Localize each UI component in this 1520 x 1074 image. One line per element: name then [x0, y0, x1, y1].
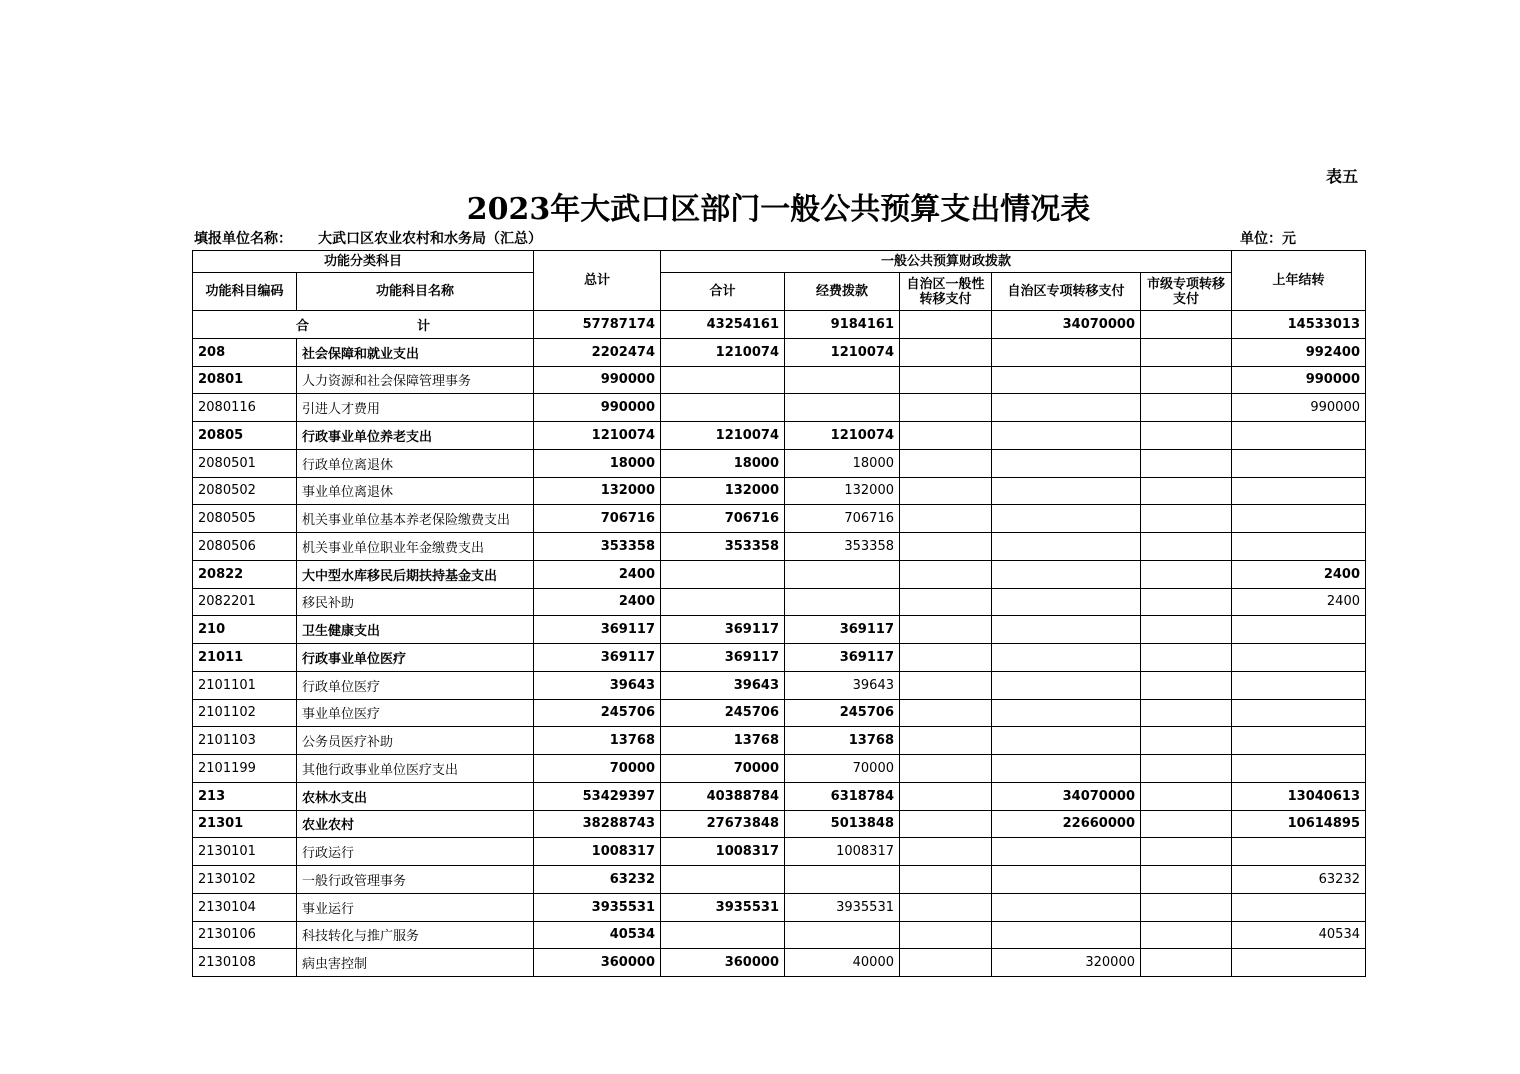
row-total: 3935531	[534, 893, 661, 921]
row-subtotal: 3935531	[661, 893, 785, 921]
row-region-general	[900, 616, 992, 644]
row-region-general	[900, 810, 992, 838]
table-row	[193, 921, 1366, 949]
unit-label: 填报单位名称：	[194, 231, 292, 247]
row-region-special	[992, 644, 1141, 672]
table-row	[193, 866, 1366, 894]
row-code: 2130102	[193, 866, 297, 894]
row-code: 2101102	[193, 699, 297, 727]
table-row	[193, 949, 1366, 977]
total-label-part1: 合	[295, 318, 309, 334]
row-region-general	[900, 893, 992, 921]
row-region-general	[900, 838, 992, 866]
row-code: 2080502	[193, 477, 297, 505]
row-code: 2101199	[193, 755, 297, 783]
total-row-region-general	[900, 311, 992, 339]
row-region-general	[900, 671, 992, 699]
total-label-part2: 计	[417, 318, 431, 334]
table-row	[193, 366, 1366, 394]
row-name: 病虫害控制	[297, 949, 534, 977]
row-funding: 5013848	[785, 810, 900, 838]
table-row	[193, 505, 1366, 533]
row-name: 行政事业单位养老支出	[297, 422, 534, 450]
header-subtotal: 合计	[661, 273, 785, 311]
total-row-city-special	[1141, 311, 1232, 339]
row-region-general	[900, 588, 992, 616]
row-name: 卫生健康支出	[297, 616, 534, 644]
header-total: 总计	[534, 251, 661, 311]
row-region-special	[992, 893, 1141, 921]
table-row	[193, 810, 1366, 838]
row-region-special	[992, 866, 1141, 894]
row-funding	[785, 588, 900, 616]
row-code: 20805	[193, 422, 297, 450]
row-city-special	[1141, 866, 1232, 894]
row-code: 20822	[193, 560, 297, 588]
row-city-special	[1141, 560, 1232, 588]
row-total: 13768	[534, 727, 661, 755]
row-region-special	[992, 755, 1141, 783]
row-region-general	[900, 338, 992, 366]
table-row	[193, 616, 1366, 644]
row-name: 行政事业单位医疗	[297, 644, 534, 672]
row-last-year	[1232, 449, 1366, 477]
row-name: 机关事业单位职业年金缴费支出	[297, 533, 534, 561]
row-region-special	[992, 338, 1141, 366]
table-row	[193, 727, 1366, 755]
row-funding: 6318784	[785, 782, 900, 810]
row-region-special	[992, 505, 1141, 533]
row-last-year	[1232, 699, 1366, 727]
row-subtotal	[661, 921, 785, 949]
row-city-special	[1141, 588, 1232, 616]
total-row-subtotal: 43254161	[661, 311, 785, 339]
row-region-special: 22660000	[992, 810, 1141, 838]
row-funding: 1008317	[785, 838, 900, 866]
row-subtotal: 360000	[661, 949, 785, 977]
row-total: 53429397	[534, 782, 661, 810]
row-total: 38288743	[534, 810, 661, 838]
row-code: 2130108	[193, 949, 297, 977]
row-last-year: 990000	[1232, 366, 1366, 394]
row-region-special	[992, 838, 1141, 866]
row-total: 369117	[534, 644, 661, 672]
row-code: 2080506	[193, 533, 297, 561]
row-subtotal: 353358	[661, 533, 785, 561]
row-region-special	[992, 560, 1141, 588]
row-region-special	[992, 921, 1141, 949]
row-city-special	[1141, 394, 1232, 422]
row-city-special	[1141, 838, 1232, 866]
row-subtotal: 1210074	[661, 422, 785, 450]
meta-row	[194, 228, 1364, 248]
row-city-special	[1141, 755, 1232, 783]
row-total: 360000	[534, 949, 661, 977]
row-region-general	[900, 921, 992, 949]
row-funding	[785, 560, 900, 588]
row-region-special	[992, 449, 1141, 477]
row-city-special	[1141, 449, 1232, 477]
row-city-special	[1141, 893, 1232, 921]
header-name: 功能科目名称	[297, 273, 534, 311]
row-code: 21301	[193, 810, 297, 838]
row-total: 70000	[534, 755, 661, 783]
row-last-year: 992400	[1232, 338, 1366, 366]
row-funding: 353358	[785, 533, 900, 561]
row-total: 2400	[534, 560, 661, 588]
total-row-funding: 9184161	[785, 311, 900, 339]
row-last-year: 2400	[1232, 588, 1366, 616]
row-funding: 369117	[785, 644, 900, 672]
row-last-year	[1232, 616, 1366, 644]
row-funding: 1210074	[785, 338, 900, 366]
row-name: 事业运行	[297, 893, 534, 921]
row-region-special: 34070000	[992, 782, 1141, 810]
row-region-general	[900, 699, 992, 727]
row-subtotal: 1210074	[661, 338, 785, 366]
row-subtotal: 13768	[661, 727, 785, 755]
row-region-general	[900, 449, 992, 477]
row-code: 208	[193, 338, 297, 366]
total-row-region-special: 34070000	[992, 311, 1141, 339]
row-code: 21011	[193, 644, 297, 672]
row-region-general	[900, 533, 992, 561]
row-city-special	[1141, 533, 1232, 561]
row-total: 706716	[534, 505, 661, 533]
row-last-year: 2400	[1232, 560, 1366, 588]
row-code: 213	[193, 782, 297, 810]
row-total: 18000	[534, 449, 661, 477]
row-region-general	[900, 394, 992, 422]
row-total: 132000	[534, 477, 661, 505]
header-func-class: 功能分类科目	[193, 251, 534, 273]
row-name: 人力资源和社会保障管理事务	[297, 366, 534, 394]
row-city-special	[1141, 810, 1232, 838]
row-region-general	[900, 727, 992, 755]
total-row	[193, 311, 1366, 339]
row-funding	[785, 866, 900, 894]
row-last-year	[1232, 422, 1366, 450]
row-city-special	[1141, 644, 1232, 672]
table-row	[193, 671, 1366, 699]
row-region-general	[900, 866, 992, 894]
row-code: 2101101	[193, 671, 297, 699]
table-row	[193, 560, 1366, 588]
header-region-special: 自治区专项转移支付	[992, 273, 1141, 311]
row-subtotal	[661, 866, 785, 894]
row-last-year	[1232, 893, 1366, 921]
row-region-general	[900, 477, 992, 505]
row-funding: 70000	[785, 755, 900, 783]
currency-unit: 单位：元	[1240, 231, 1296, 247]
row-region-general	[900, 366, 992, 394]
row-subtotal: 70000	[661, 755, 785, 783]
table-row	[193, 699, 1366, 727]
table-row	[193, 338, 1366, 366]
row-name: 行政单位医疗	[297, 671, 534, 699]
row-name: 公务员医疗补助	[297, 727, 534, 755]
row-total: 245706	[534, 699, 661, 727]
row-code: 2130101	[193, 838, 297, 866]
row-city-special	[1141, 422, 1232, 450]
row-city-special	[1141, 782, 1232, 810]
table-row	[193, 782, 1366, 810]
row-total: 63232	[534, 866, 661, 894]
row-last-year	[1232, 533, 1366, 561]
row-name: 事业单位医疗	[297, 699, 534, 727]
header-funding: 经费拨款	[785, 273, 900, 311]
row-last-year: 10614895	[1232, 810, 1366, 838]
row-city-special	[1141, 616, 1232, 644]
row-subtotal: 1008317	[661, 838, 785, 866]
row-name: 社会保障和就业支出	[297, 338, 534, 366]
row-last-year	[1232, 477, 1366, 505]
row-city-special	[1141, 949, 1232, 977]
row-funding: 40000	[785, 949, 900, 977]
header-city-special: 市级专项转移支付	[1141, 273, 1232, 311]
table-row	[193, 422, 1366, 450]
table-row	[193, 644, 1366, 672]
header-last-year: 上年结转	[1232, 251, 1366, 311]
row-code: 2101103	[193, 727, 297, 755]
row-total: 39643	[534, 671, 661, 699]
row-code: 20801	[193, 366, 297, 394]
row-funding: 706716	[785, 505, 900, 533]
header-code: 功能科目编码	[193, 273, 297, 311]
row-region-general	[900, 949, 992, 977]
row-region-special: 320000	[992, 949, 1141, 977]
total-row-total: 57787174	[534, 311, 661, 339]
row-last-year	[1232, 838, 1366, 866]
row-name: 农业农村	[297, 810, 534, 838]
unit-name: 大武口区农业农村和水务局（汇总）	[318, 231, 542, 247]
row-name: 一般行政管理事务	[297, 866, 534, 894]
row-code: 2130106	[193, 921, 297, 949]
row-city-special	[1141, 921, 1232, 949]
row-last-year	[1232, 755, 1366, 783]
header-region-general: 自治区一般性转移支付	[900, 273, 992, 311]
row-code: 2080501	[193, 449, 297, 477]
table-row	[193, 588, 1366, 616]
row-subtotal	[661, 560, 785, 588]
row-subtotal: 40388784	[661, 782, 785, 810]
row-code: 2080505	[193, 505, 297, 533]
row-region-special	[992, 477, 1141, 505]
row-total: 2400	[534, 588, 661, 616]
row-last-year	[1232, 505, 1366, 533]
row-region-special	[992, 394, 1141, 422]
row-region-general	[900, 422, 992, 450]
row-last-year	[1232, 671, 1366, 699]
row-city-special	[1141, 671, 1232, 699]
budget-table	[192, 250, 1366, 977]
row-city-special	[1141, 338, 1232, 366]
row-region-special	[992, 422, 1141, 450]
row-subtotal	[661, 588, 785, 616]
row-name: 引进人才费用	[297, 394, 534, 422]
row-last-year: 990000	[1232, 394, 1366, 422]
table-row	[193, 755, 1366, 783]
row-code: 210	[193, 616, 297, 644]
row-name: 其他行政事业单位医疗支出	[297, 755, 534, 783]
row-funding	[785, 921, 900, 949]
row-funding: 3935531	[785, 893, 900, 921]
row-last-year	[1232, 644, 1366, 672]
row-last-year	[1232, 949, 1366, 977]
row-funding: 369117	[785, 616, 900, 644]
row-name: 农林水支出	[297, 782, 534, 810]
row-subtotal: 706716	[661, 505, 785, 533]
row-city-special	[1141, 699, 1232, 727]
row-total: 2202474	[534, 338, 661, 366]
row-city-special	[1141, 505, 1232, 533]
row-funding: 13768	[785, 727, 900, 755]
row-code: 2082201	[193, 588, 297, 616]
table-row	[193, 533, 1366, 561]
row-funding	[785, 394, 900, 422]
row-last-year	[1232, 727, 1366, 755]
row-subtotal: 132000	[661, 477, 785, 505]
row-last-year: 13040613	[1232, 782, 1366, 810]
row-last-year: 63232	[1232, 866, 1366, 894]
total-row-last-year: 14533013	[1232, 311, 1366, 339]
row-subtotal: 18000	[661, 449, 785, 477]
row-total: 990000	[534, 366, 661, 394]
row-city-special	[1141, 366, 1232, 394]
header-general-grant: 一般公共预算财政拨款	[661, 251, 1232, 273]
row-region-general	[900, 782, 992, 810]
row-funding: 245706	[785, 699, 900, 727]
row-subtotal: 27673848	[661, 810, 785, 838]
table-row	[193, 838, 1366, 866]
row-total: 40534	[534, 921, 661, 949]
row-city-special	[1141, 477, 1232, 505]
row-subtotal: 369117	[661, 616, 785, 644]
row-code: 2130104	[193, 893, 297, 921]
row-region-general	[900, 755, 992, 783]
row-total: 990000	[534, 394, 661, 422]
row-subtotal	[661, 366, 785, 394]
row-funding: 1210074	[785, 422, 900, 450]
row-region-special	[992, 588, 1141, 616]
total-row-label	[193, 311, 534, 339]
row-name: 移民补助	[297, 588, 534, 616]
row-total: 1210074	[534, 422, 661, 450]
row-name: 行政单位离退休	[297, 449, 534, 477]
row-region-special	[992, 616, 1141, 644]
row-name: 机关事业单位基本养老保险缴费支出	[297, 505, 534, 533]
row-region-special	[992, 366, 1141, 394]
page-title: 2023年大武口区部门一般公共预算支出情况表	[466, 192, 1091, 227]
row-code: 2080116	[193, 394, 297, 422]
row-funding: 18000	[785, 449, 900, 477]
table-row	[193, 394, 1366, 422]
row-region-special	[992, 671, 1141, 699]
row-funding: 39643	[785, 671, 900, 699]
row-subtotal: 39643	[661, 671, 785, 699]
row-subtotal: 369117	[661, 644, 785, 672]
table-row	[193, 449, 1366, 477]
row-name: 事业单位离退休	[297, 477, 534, 505]
table-row	[193, 893, 1366, 921]
row-region-general	[900, 560, 992, 588]
row-region-general	[900, 644, 992, 672]
row-region-general	[900, 505, 992, 533]
row-region-special	[992, 727, 1141, 755]
table-row	[193, 477, 1366, 505]
row-funding: 132000	[785, 477, 900, 505]
row-funding	[785, 366, 900, 394]
row-subtotal: 245706	[661, 699, 785, 727]
row-name: 科技转化与推广服务	[297, 921, 534, 949]
table-label: 表五	[1326, 167, 1359, 186]
row-total: 353358	[534, 533, 661, 561]
row-last-year: 40534	[1232, 921, 1366, 949]
row-city-special	[1141, 727, 1232, 755]
row-name: 行政运行	[297, 838, 534, 866]
row-subtotal	[661, 394, 785, 422]
row-total: 369117	[534, 616, 661, 644]
row-region-special	[992, 699, 1141, 727]
row-region-special	[992, 533, 1141, 561]
row-name: 大中型水库移民后期扶持基金支出	[297, 560, 534, 588]
row-total: 1008317	[534, 838, 661, 866]
